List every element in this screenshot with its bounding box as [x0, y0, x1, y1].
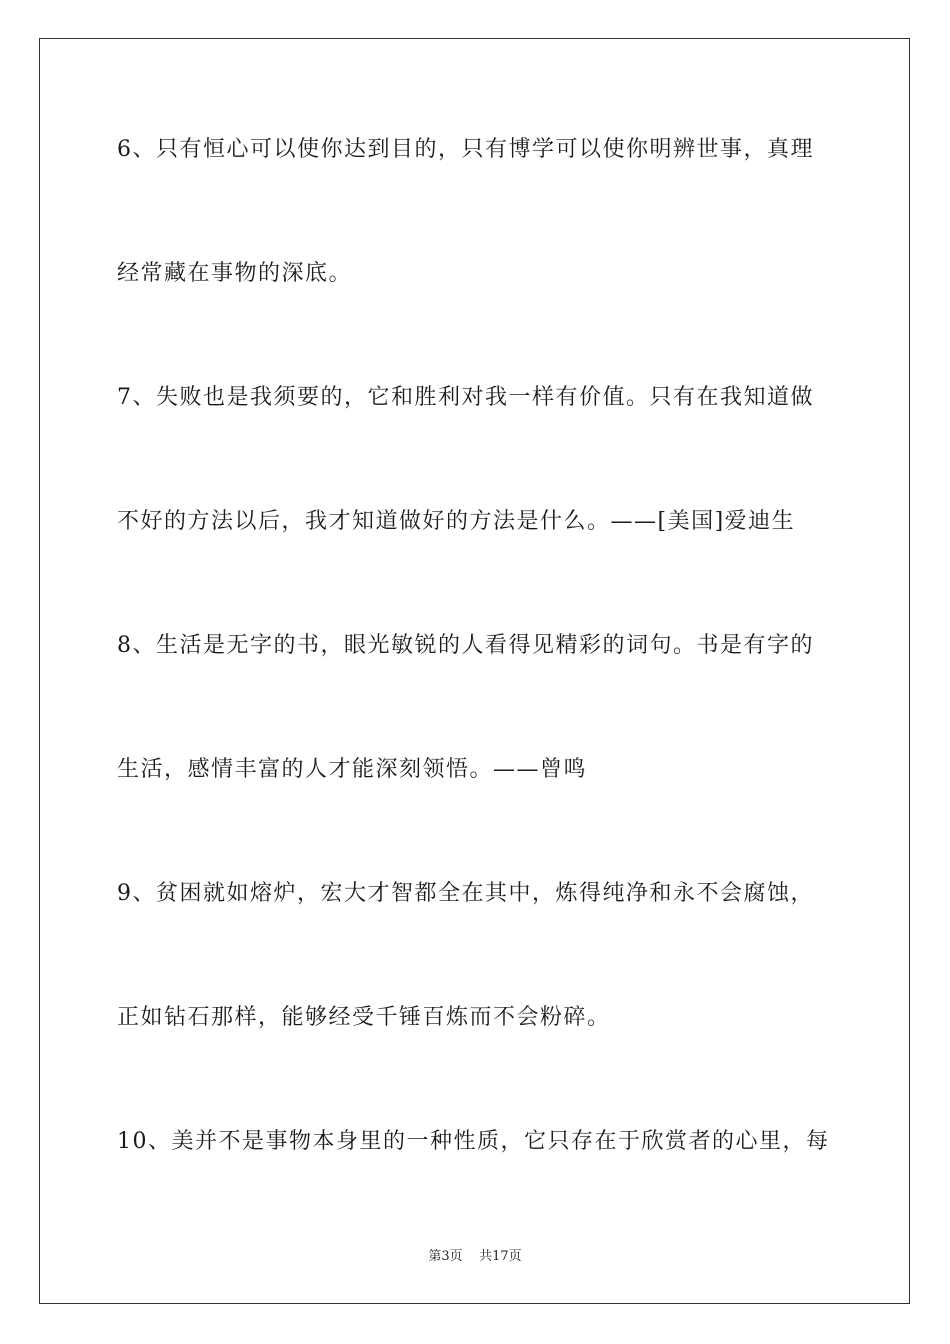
- page-number: 第3页: [428, 1249, 463, 1264]
- text-line: 7、失败也是我须要的，它和胜利对我一样有价值。只有在我知道做: [117, 385, 814, 410]
- page-border: [39, 38, 910, 1304]
- text-line: 6、只有恒心可以使你达到目的，只有博学可以使你明辨世事，真理: [117, 137, 814, 162]
- text-line: 正如钻石那样，能够经受千锤百炼而不会粉碎。: [117, 1005, 611, 1030]
- page-total: 共17页: [479, 1249, 522, 1264]
- text-line: 9、贫困就如熔炉，宏大才智都全在其中，炼得纯净和永不会腐蚀，: [117, 881, 814, 906]
- page-footer: [0, 1248, 950, 1266]
- text-line: 10、美并不是事物本身里的一种性质，它只存在于欣赏者的心里，每: [117, 1129, 830, 1154]
- text-line: 不好的方法以后，我才知道做好的方法是什么。——[美国]爱迪生: [117, 509, 796, 534]
- text-line: 生活，感情丰富的人才能深刻领悟。——曾鸣: [117, 757, 588, 782]
- text-line: 经常藏在事物的深底。: [117, 261, 353, 286]
- text-line: 8、生活是无字的书，眼光敏锐的人看得见精彩的词句。书是有字的: [117, 633, 814, 658]
